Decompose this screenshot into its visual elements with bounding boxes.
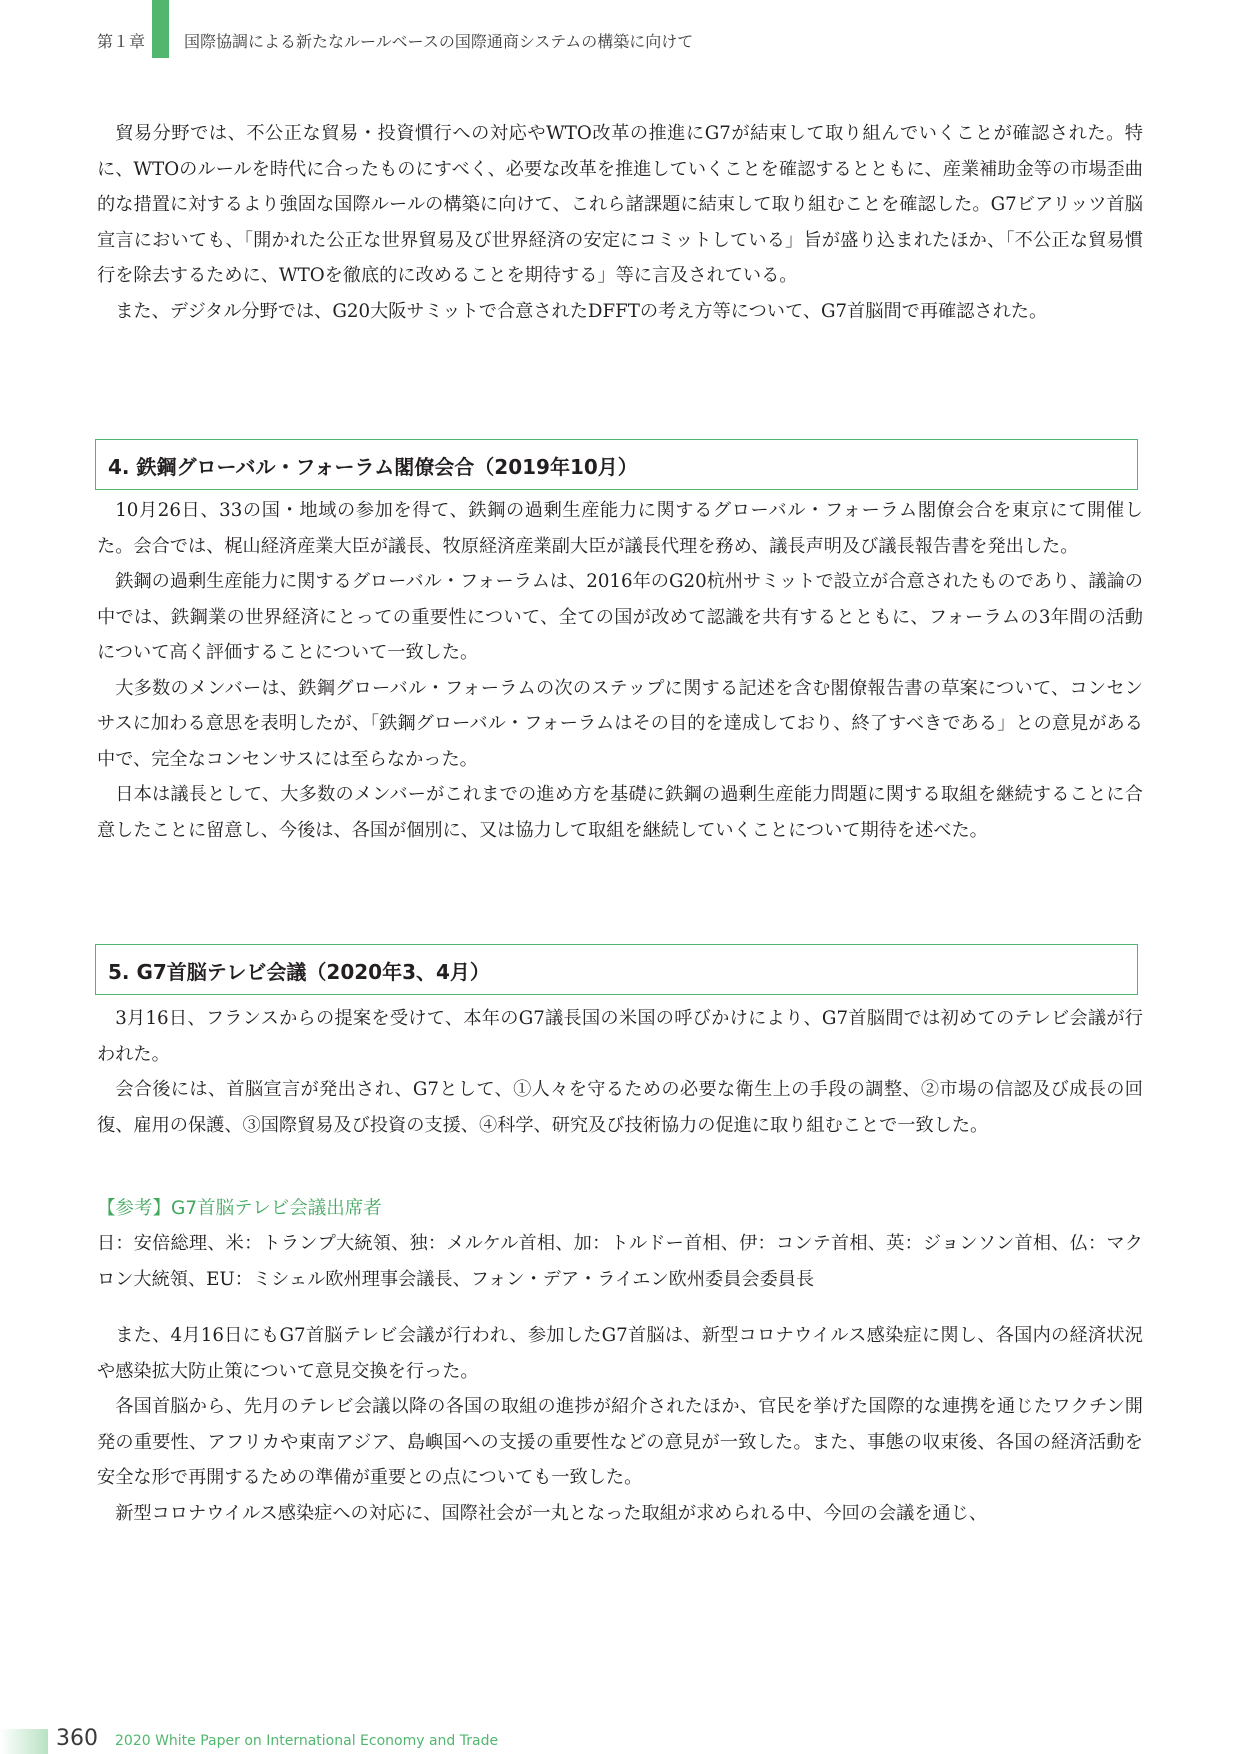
paragraph: 10月26日、33の国・地域の参加を得て、鉄鋼の過剰生産能力に関するグローバル・フォーラム閣僚会合を東京にて開催した。会合では、梶山経済産業大臣が議長、牧原経済産業副大臣が議長代理を務め、議長声明及び議長報告書を発出した。	[97, 500, 1143, 557]
section-heading-box	[95, 944, 1138, 995]
section-5-body	[97, 1001, 1143, 1143]
paragraph: 各国首脳から、先月のテレビ会議以降の各国の取組の進捗が紹介されたほか、官民を挙げた国際的な連携を通じたワクチン開発の重要性、アフリカや東南アジア、島嶼国への支援の重要性などの意見が一致した。また、事態の収束後、各国の経済活動を安全な形で再開するための準備が重要との点についても一致した。	[97, 1396, 1143, 1488]
paragraph: 3月16日、フランスからの提案を受けて、本年のG7議長国の米国の呼びかけにより、G7首脳間では初めてのテレビ会議が行われた。	[97, 1008, 1143, 1065]
section-5-continued	[97, 1318, 1143, 1531]
section-5-title: 5. G7首脳テレビ会議（2020年3、4月）	[108, 960, 490, 984]
paragraph: 会合後には、首脳宣言が発出され、G7として、①人々を守るための必要な衛生上の手段の調整、②市場の信認及び成長の回復、雇用の保護、③国際貿易及び投資の支援、④科学、研究及び技術協力の促進に取り組むことで一致した。	[97, 1079, 1143, 1136]
intro-text	[97, 116, 1143, 329]
paragraph: また、デジタル分野では、G20大阪サミットで合意されたDFFTの考え方等について、G7首脳間で再確認された。	[115, 300, 1048, 322]
section-4-body	[97, 493, 1143, 848]
paragraph: 日本は議長として、大多数のメンバーがこれまでの進め方を基礎に鉄鋼の過剰生産能力問題に関する取組を継続することに合意したことに留意し、今後は、各国が個別に、又は協力して取組を継続していくことについて期待を述べた。	[97, 784, 1143, 841]
page-header	[0, 0, 1241, 78]
footer-accent-band	[0, 1729, 48, 1754]
paragraph: 新型コロナウイルス感染症への対応に、国際社会が一丸となった取組が求められる中、今回の会議を通じ、	[115, 1502, 988, 1524]
section-heading-box	[95, 439, 1138, 490]
reference-attendees: 日：安倍総理、米：トランプ大統領、独：メルケル首相、加：トルドー首相、伊：コンテ首相、英：ジョンソン首相、仏：マクロン大統領、EU：ミシェル欧州理事会議長、フォン・デア・ライエン欧州委員会委員長	[97, 1233, 1143, 1290]
reference-heading: 【参考】G7首脳テレビ会議出席者	[97, 1198, 382, 1219]
paragraph: 大多数のメンバーは、鉄鋼グローバル・フォーラムの次のステップに関する記述を含む閣僚報告書の草案について、コンセンサスに加わる意思を表明したが、「鉄鋼グローバル・フォーラムはその目的を達成しており、終了すべきである」との意見がある中で、完全なコンセンサスには至らなかった。	[97, 677, 1143, 770]
paragraph: 貿易分野では、不公正な貿易・投資慣行への対応やWTO改革の推進にG7が結束して取り組んでいくことが確認された。特に、WTOのルールを時代に合ったものにすべく、必要な改革を推進していくことを確認するとともに、産業補助金等の市場歪曲的な措置に対するより強固な国際ルールの構築に向けて、これら諸課題に結束して取り組むことを確認した。G7ビアリッツ首脳宣言においても、「開かれた公正な世界貿易及び世界経済の安定にコミットしている」旨が盛り込まれたほか、「不公正な貿易慣行を除去するために、WTOを徹底的に改めることを期待する」等に言及されている。	[97, 123, 1143, 286]
publication-title: 2020 White Paper on International Economy and Trade	[115, 1733, 499, 1749]
header-accent-bar	[152, 0, 169, 58]
chapter-label: 第１章	[97, 32, 146, 51]
chapter-title: 国際協調による新たなルールベースの国際通商システムの構築に向けて	[184, 32, 694, 51]
page-number: 360	[56, 1726, 98, 1751]
section-4-title: 4. 鉄鋼グローバル・フォーラム閣僚会合（2019年10月）	[108, 455, 638, 479]
paragraph: また、4月16日にもG7首脳テレビ会議が行われ、参加したG7首脳は、新型コロナウイルス感染症に関し、各国内の経済状況や感染拡大防止策について意見交換を行った。	[97, 1325, 1143, 1382]
reference-block	[97, 1194, 1143, 1297]
paragraph: 鉄鋼の過剰生産能力に関するグローバル・フォーラムは、2016年のG20杭州サミットで設立が合意されたものであり、議論の中では、鉄鋼業の世界経済にとっての重要性について、全ての国が改めて認識を共有するとともに、フォーラムの3年間の活動について高く評価することについて一致した。	[97, 571, 1143, 663]
